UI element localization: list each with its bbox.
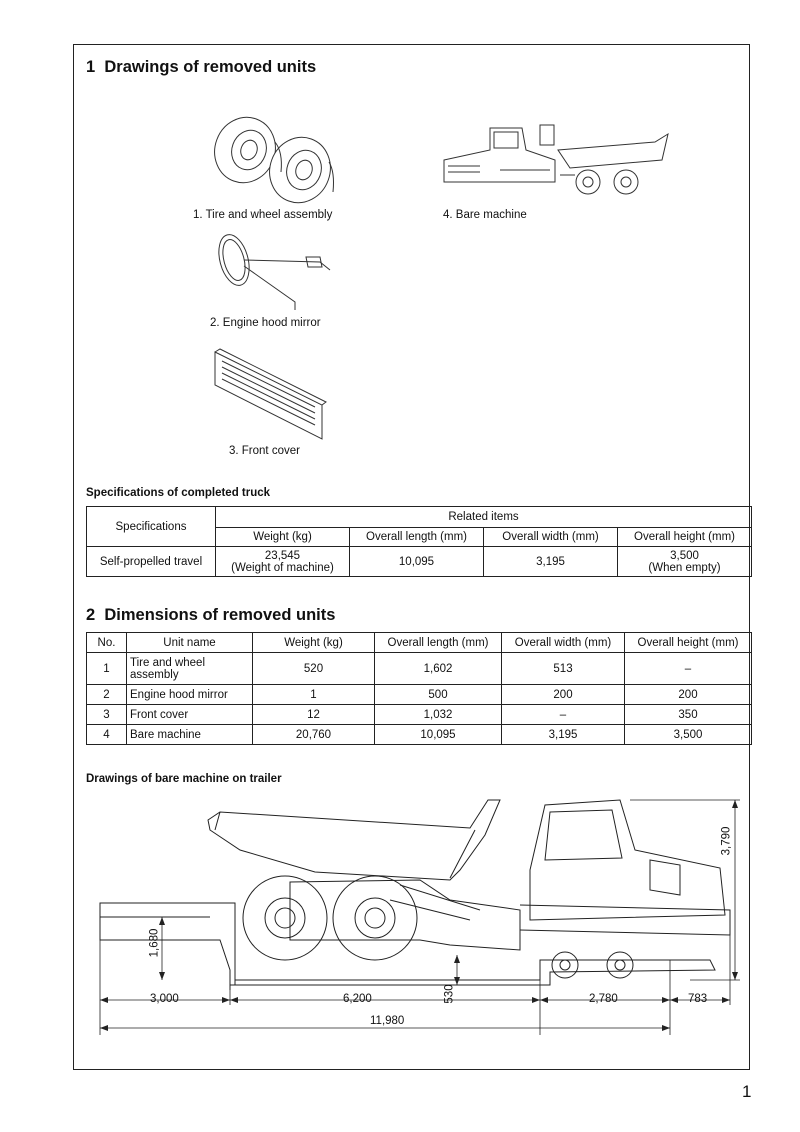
cell-no: 3 [87,705,127,725]
cell-name: Front cover [127,705,253,725]
dim-3000: 3,000 [150,993,179,1005]
spec-header: Weight (kg) [216,528,350,547]
spec-header: Overall width (mm) [484,528,618,547]
spec-header: Overall length (mm) [350,528,484,547]
trailer-heading: Drawings of bare machine on trailer [86,773,282,785]
spec-header: Overall height (mm) [618,528,752,547]
section1-heading: 1 Drawings of removed units [86,58,317,76]
spec-row-width: 3,195 [484,547,618,577]
spec-table [86,506,752,577]
cell-height: 350 [625,705,752,725]
cell-width: 200 [502,685,625,705]
table-row [87,653,752,685]
dim-2780: 2,780 [589,993,618,1005]
caption-cover: 3. Front cover [229,445,300,457]
cell-no: 2 [87,685,127,705]
spec-row-height: 3,500 (When empty) [618,547,752,577]
dim-3790: 3,790 [720,826,733,856]
caption-tire: 1. Tire and wheel assembly [193,209,333,221]
cell-width: 513 [502,653,625,685]
mirror-drawing [210,232,340,317]
cell-weight: 520 [253,653,375,685]
table-row [87,725,752,745]
cell-no: 4 [87,725,127,745]
dim-header: Overall width (mm) [502,633,625,653]
dim-11980: 11,980 [370,1015,405,1027]
spec-heading: Specifications of completed truck [86,487,271,499]
tire-wheel-drawing [205,112,345,207]
cell-name: Engine hood mirror [127,685,253,705]
dim-header: Unit name [127,633,253,653]
front-cover-drawing [210,347,330,442]
cell-length: 1,032 [375,705,502,725]
dim-1680: 1,680 [148,928,161,958]
dim-header: Weight (kg) [253,633,375,653]
section2-heading: 2 Dimensions of removed units [86,606,336,624]
cell-weight: 12 [253,705,375,725]
cell-height: 3,500 [625,725,752,745]
spec-col-specs: Specifications [87,507,216,547]
dim-table [86,632,752,745]
cell-length: 10,095 [375,725,502,745]
cell-width: 3,195 [502,725,625,745]
cell-length: 1,602 [375,653,502,685]
dim-6200: 6,200 [343,993,372,1005]
caption-bare: 4. Bare machine [443,209,527,221]
dim-header: Overall length (mm) [375,633,502,653]
cell-weight: 1 [253,685,375,705]
dim-header: Overall height (mm) [625,633,752,653]
dim-header: No. [87,633,127,653]
dim-783: 783 [688,993,708,1005]
spec-row-weight: 23,545 (Weight of machine) [216,547,350,577]
cell-name: Bare machine [127,725,253,745]
trailer-drawing [90,790,750,1040]
cell-height: 200 [625,685,752,705]
caption-mirror: 2. Engine hood mirror [210,317,321,329]
bare-machine-drawing [440,120,680,200]
spec-col-related: Related items [216,507,752,528]
spec-row-name: Self-propelled travel [87,547,216,577]
table-row [87,685,752,705]
cell-width: – [502,705,625,725]
cell-no: 1 [87,653,127,685]
table-row [87,705,752,725]
page-number: 1 [742,1082,752,1101]
cell-name: Tire and wheel assembly [127,653,253,685]
spec-row-length: 10,095 [350,547,484,577]
dim-530: 530 [443,984,456,1004]
cell-weight: 20,760 [253,725,375,745]
cell-height: – [625,653,752,685]
cell-length: 500 [375,685,502,705]
